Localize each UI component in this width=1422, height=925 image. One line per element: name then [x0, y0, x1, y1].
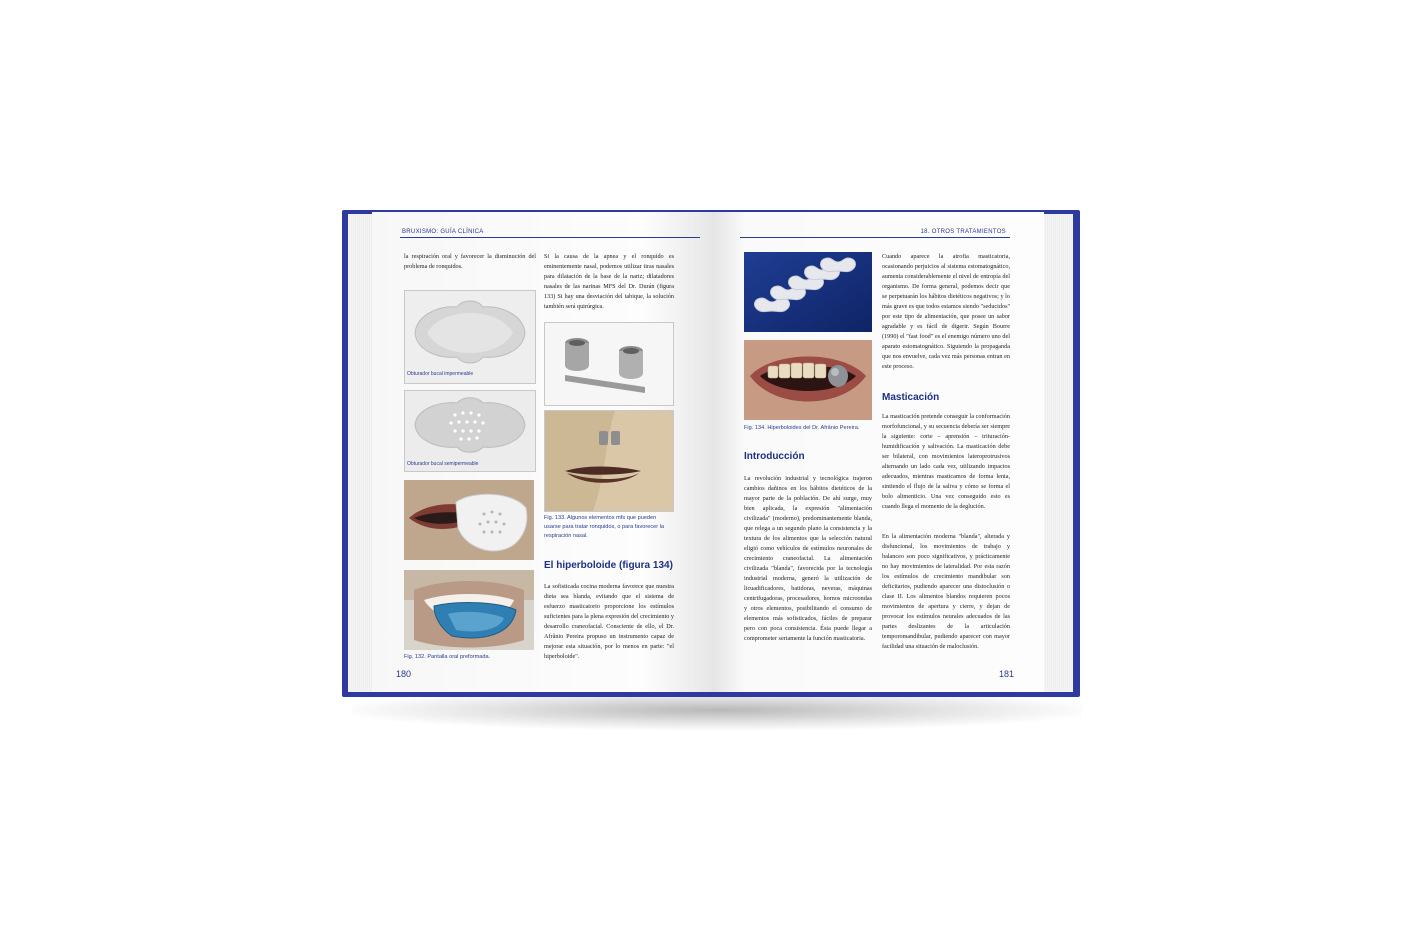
- page-number-right: 181: [998, 669, 1014, 679]
- mastic-text-1: La masticación pretende conseguir la conformación morfofuncional, y su secuencia debería ser siempre la siguiente: corte – aprensión – trituración- humidificación y salivación. La masticación debe ser bilateral, con movimientos lateroprotrusivos alternando un lado cada vez, utilizando impactos adecuados, mientras masticamos de forma lenta, sintiendo el flujo de la saliva y cómo se forma el bolo alimenticio. Una vez conseguido esto es cuando llega el momento de la deglución.: [882, 413, 1010, 510]
- caption-fig-134: Fig. 134. Hiperboloides del Dr. Afrânio Pereira.: [744, 425, 860, 431]
- page-number-left: 180: [396, 669, 412, 679]
- caption-fig-132: Fig. 132. Pantalla oral preformada.: [404, 654, 491, 660]
- figure-134-mouth: [744, 340, 872, 420]
- figure-lips-shield: [404, 480, 534, 560]
- left-col2-text-bottom: La sofisticada cocina moderna favorece que nuestra dieta sea blanda, evitando que el sistema de esfuerzo masticatorio proporcione los estímulos suficientes para la plena expresión del crecimiento y desarrollo craneofacial. Consciente de ello, el Dr. Afrânio Pereira propuso un instrumento capaz de mejorar esta situación, por lo menos en parte: "el hiperboloide".: [544, 583, 674, 660]
- figure-obturador-impermeable: [404, 290, 536, 384]
- header-rule-left: [400, 237, 700, 238]
- left-col1-text: la respiración oral y favorecer la disminución del problema de ronquidos.: [404, 253, 536, 270]
- caption-fig-133: Fig. 133. Algunos elementos mfs que pueden usarse para tratar ronquidos, o para favorecer la respiración nasal.: [544, 515, 665, 539]
- figure-132-pantalla-oral: [404, 570, 534, 650]
- caption-semipermeable: Obturador bucal semipermeable: [407, 461, 479, 467]
- intro-text: La revolución industrial y tecnológica trajeron cambios dañinos en los hábitos dietéticos de la mayor parte de la población. De ahí surge, muy bien aplicada, la expresión "alimentación civilizada" (moderno), predominantemente blanda, que relega a un segundo plano la consistencia y la textura de los alimentos que la selección natural eligió como vehículos de estímulos neuronales de crecimiento craneofacial. La alimentación civilizada "blanda", favorecida por la tecnología industrial moderna, generó la utilización de licuadificadores, batidoras, neveras, máquinas centrifugadoras, procesadores, hornos microondas y otros elementos, posibilitando el consumo de elementos más sofisticados, fáciles de preparar pero con poca consistencia. Ésta puede llegar a comprometer seriamente la función masticatoria.: [744, 475, 872, 642]
- figure-obturador-semipermeable: [404, 390, 536, 472]
- caption-impermeable: Obturador bucal impermeable: [407, 371, 474, 377]
- mastic-text-2: En la alimentación moderna "blanda", alterada y disfuncional, los movimientos de trabajo y balanceo son poco significativos, y prácticamente no hay movimientos de lateralidad. Por esta razón los estímulos de crecimiento mandibular son deficitarios, pudiendo aparecer una distoclusión o clase II. Los alimentos blandos requieren pocos movimientos de apertura y cierre, y dejan de provocar los estímulos neurales adecuados de las partes deslizantes de la articulación temporomandibular, pudiendo aparecer con mayor facilidad una situación de maloclusión.: [882, 533, 1010, 650]
- heading-hiperboloide: El hiperboloide (figura 134): [544, 560, 673, 571]
- page-edges-left: [348, 214, 374, 692]
- heading-introduccion: Introducción: [744, 451, 805, 462]
- left-page: [372, 212, 712, 692]
- header-rule-right: [740, 237, 1010, 238]
- running-head-left: BRUXISMO: GUÍA CLÍNICA: [402, 229, 484, 235]
- left-col2-text: Si la causa de la apnea y el ronquido es eminentemente nasal, podemos utilizar tiras nasales para dilatación de la base de la nariz; dilatadores nasales de las narinas MFS del Dr. Durán (figura 133) Si hay una desviación del tabique, la solución también será quirúrgica.: [544, 253, 674, 310]
- figure-133-face: [544, 410, 674, 512]
- heading-masticacion: Masticación: [882, 392, 940, 403]
- figure-134-hiperboloides: [744, 252, 872, 332]
- page-edges-right: [1043, 214, 1073, 692]
- right-page: [712, 212, 1044, 692]
- running-head-right: 18. OTROS TRATAMIENTOS: [920, 229, 1006, 235]
- right-col2-text-top: Cuando aparece la atrofia masticatoria, ocasionando perjuicios al sistema estomatognático, aumenta considerablemente el nivel de entropía del organismo. De forma general, podemos decir que se perpetuarán los hábitos dietéticos negativos; y lo más grave es que todos estamos siendo "seducidos" por este tipo de alimentación, que posee un sabor agradable y es fácil de digerir. Según Bourre (1990) el "fast food" es el enemigo número uno del aparato estomatognático. Siguiendo la propaganda que nos envuelve, cada vez más personas entran en este proceso.: [882, 253, 1010, 370]
- figure-133-nasal-dilators: [544, 322, 674, 406]
